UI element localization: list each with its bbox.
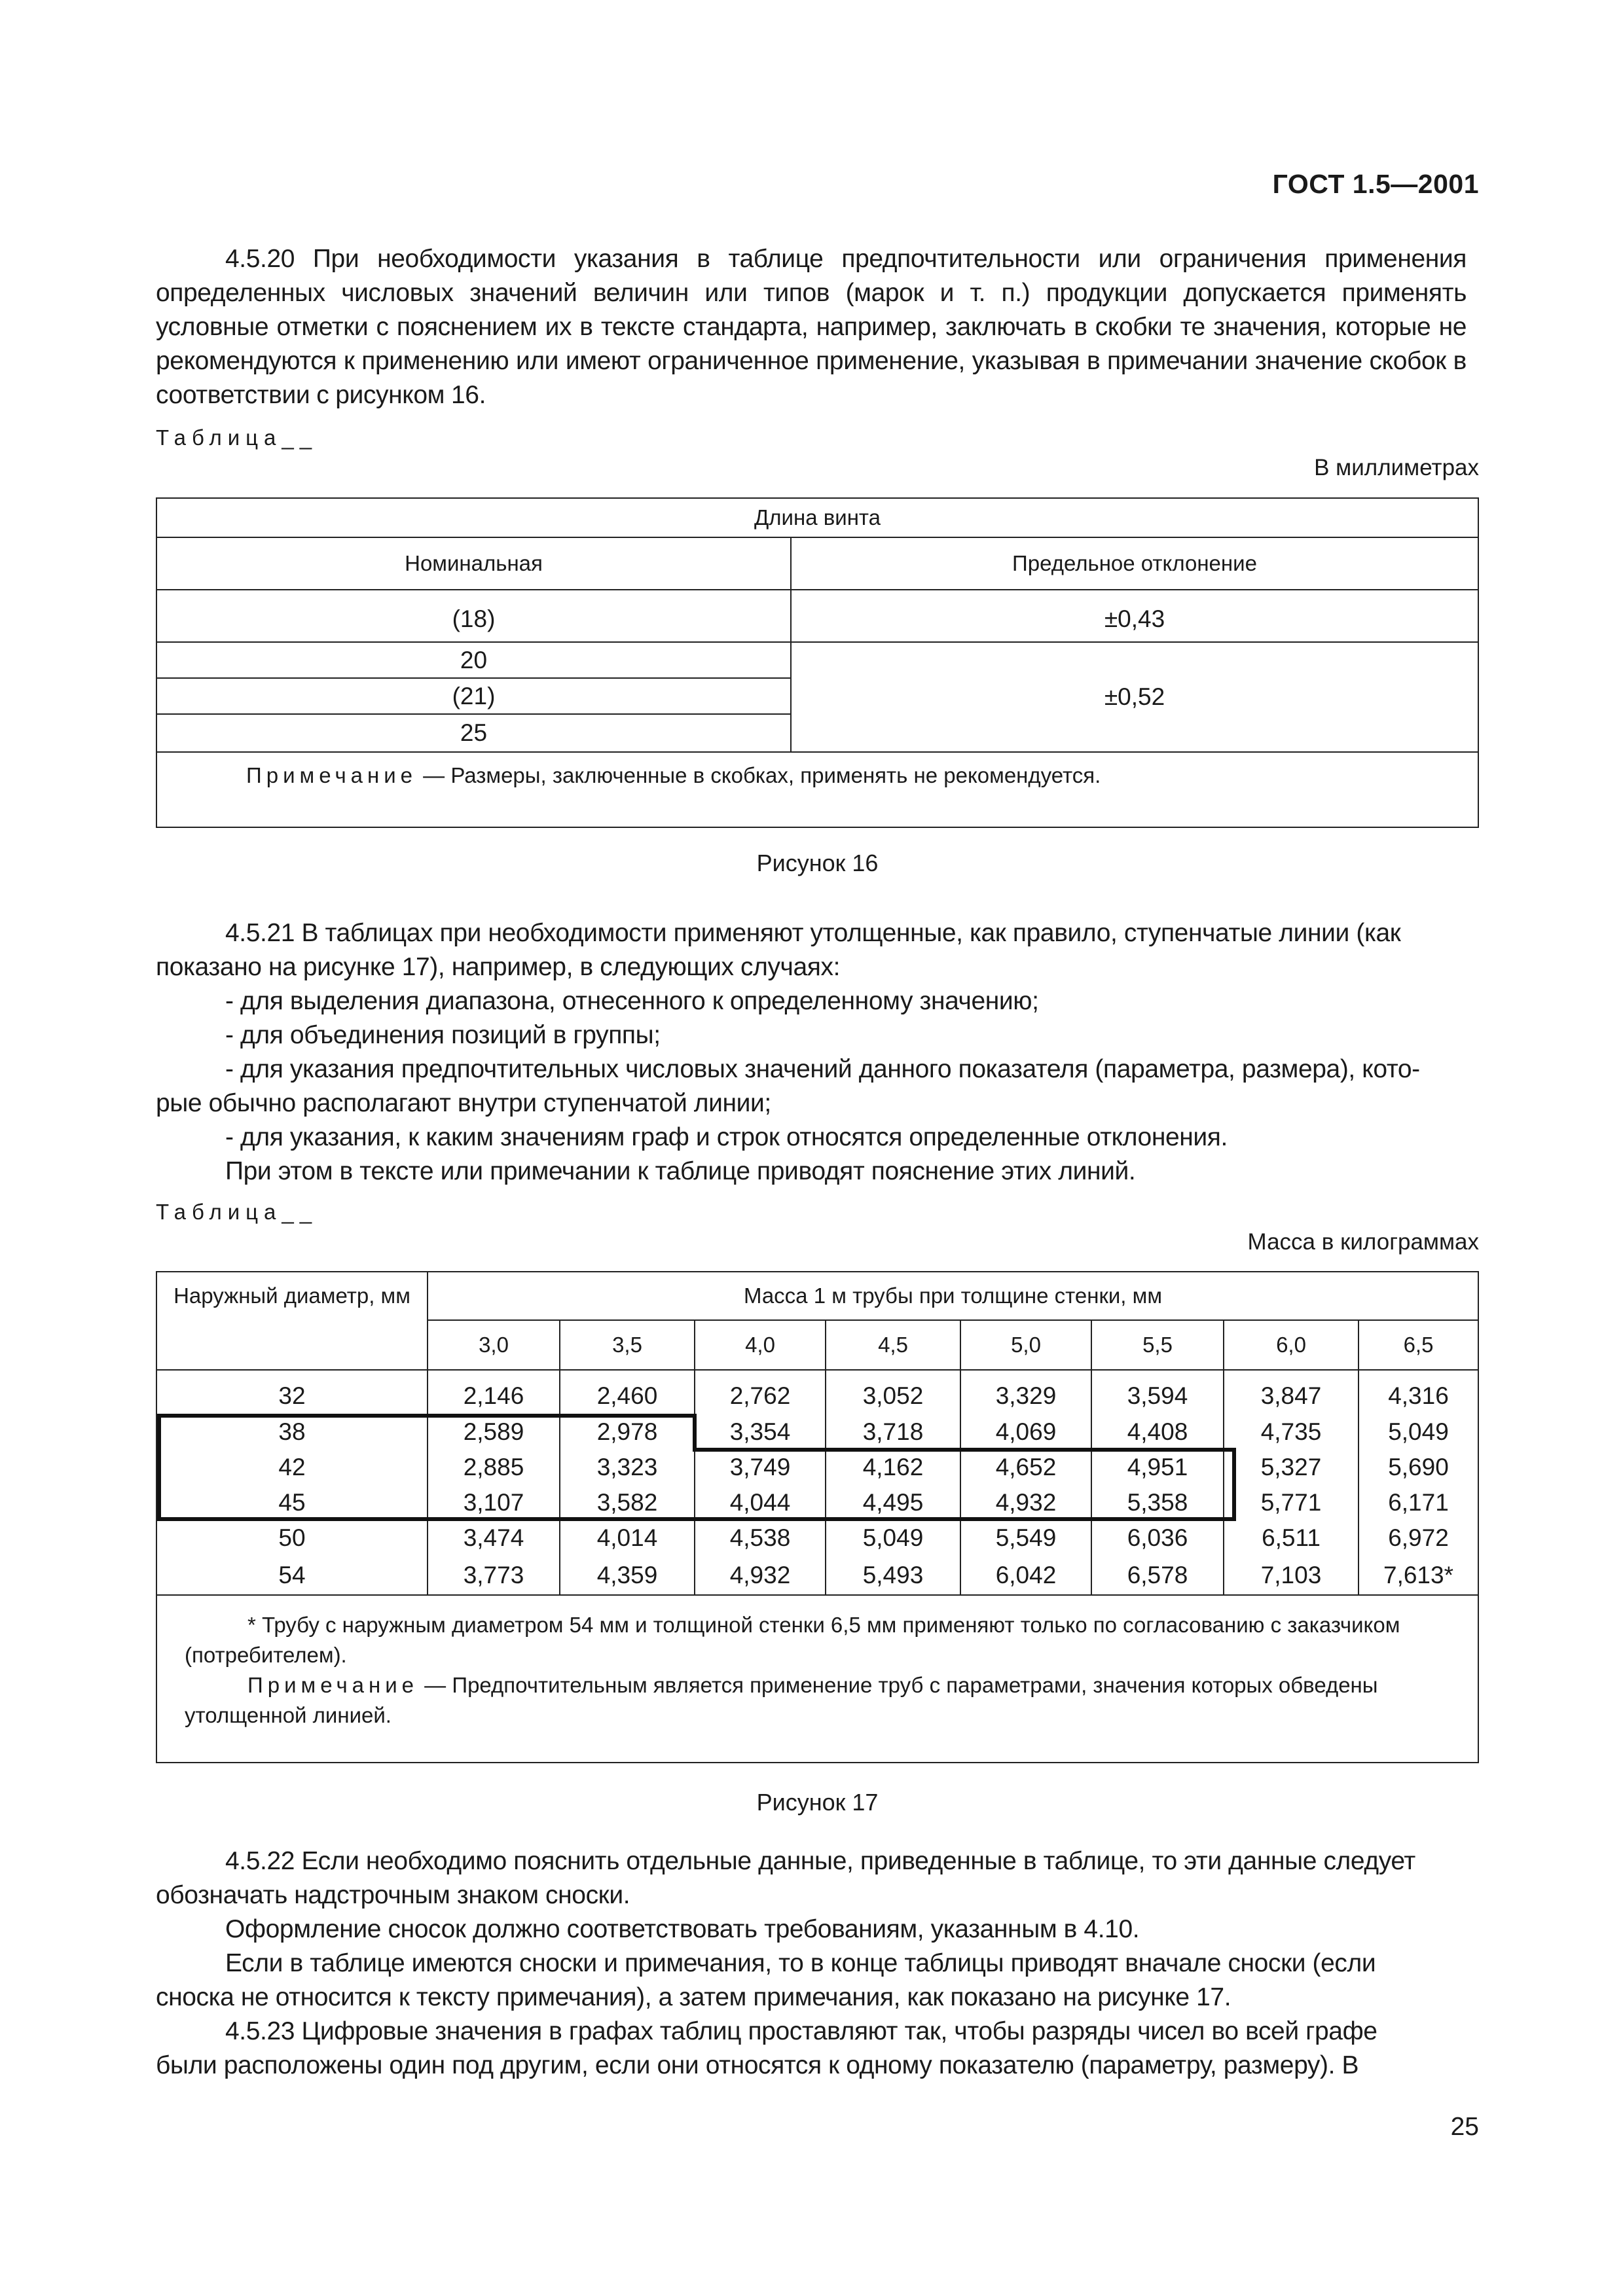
thick-boundary — [157, 1517, 1236, 1521]
thickness-header: 3,0 — [428, 1320, 560, 1370]
column-header-tolerance: Предельное отклонение — [791, 537, 1478, 590]
mass-cell: 5,690 — [1359, 1450, 1478, 1485]
mass-cell: 2,885 — [428, 1450, 560, 1485]
mass-cell: 4,951 — [1091, 1450, 1224, 1485]
mass-cell: 5,771 — [1224, 1485, 1359, 1520]
mass-cell: 2,978 — [560, 1414, 695, 1450]
mass-cell: 4,735 — [1224, 1414, 1359, 1450]
table-note — [156, 752, 1478, 827]
mass-cell: 5,049 — [1359, 1414, 1478, 1450]
thick-boundary — [1232, 1448, 1236, 1521]
mass-cell: 3,773 — [428, 1556, 560, 1595]
mass-cell: 3,474 — [428, 1520, 560, 1556]
mass-cell: 4,316 — [1359, 1378, 1478, 1414]
mass-cell: 7,103 — [1224, 1556, 1359, 1595]
units-label: В миллиметрах — [1314, 455, 1479, 480]
mass-cell: 6,972 — [1359, 1520, 1478, 1556]
mass-cell: 4,932 — [695, 1556, 826, 1595]
thickness-header: 5,5 — [1091, 1320, 1224, 1370]
paragraph-line: 4.5.21 В таблицах при необходимости применяют утолщенные, как правило, ступенчатые линии (как — [225, 919, 1401, 947]
mass-cell: 4,044 — [695, 1485, 826, 1520]
thickness-header: 4,0 — [695, 1320, 826, 1370]
mass-cell: 2,146 — [428, 1378, 560, 1414]
tolerance-cell: ±0,52 — [791, 642, 1478, 752]
paragraph-line: 4.5.22 Если необходимо пояснить отдельные данные, приведенные в таблице, то эти данные следует — [225, 1847, 1415, 1875]
list-item: - для указания, к каким значениям граф и строк относятся определенные отклонения. — [225, 1123, 1228, 1151]
figure-caption: Рисунок 17 — [756, 1789, 879, 1816]
tolerance-cell: ±0,43 — [791, 596, 1478, 642]
table-row — [156, 1485, 1478, 1520]
thickness-header: 6,5 — [1359, 1320, 1478, 1370]
diameter-cell: 38 — [156, 1414, 428, 1450]
mass-cell: 6,578 — [1091, 1556, 1224, 1595]
mass-cell: 4,932 — [960, 1485, 1091, 1520]
note-word: Примечание — [246, 763, 418, 787]
figure-16-table — [156, 497, 1479, 828]
mass-cell: 6,511 — [1224, 1520, 1359, 1556]
list-item: рые обычно располагают внутри ступенчатой линии; — [156, 1089, 771, 1117]
mass-cell: 6,036 — [1091, 1520, 1224, 1556]
mass-cell: 4,069 — [960, 1414, 1091, 1450]
table-row — [156, 1450, 1478, 1485]
mass-cell: 5,049 — [826, 1520, 960, 1556]
mass-cell: 3,594 — [1091, 1378, 1224, 1414]
paragraph-line: показано на рисунке 17), например, в следующих случаях: — [156, 953, 841, 981]
mass-cell: 3,107 — [428, 1485, 560, 1520]
table-row — [156, 1414, 1478, 1450]
spacer-cell — [1224, 1370, 1359, 1378]
mass-cell: 4,538 — [695, 1520, 826, 1556]
spacer-cell — [826, 1370, 960, 1378]
paragraph-line: При этом в тексте или примечании к таблице приводят пояснение этих линий. — [225, 1157, 1136, 1185]
mass-cell: 3,052 — [826, 1378, 960, 1414]
mass-cell: 6,171 — [1359, 1485, 1478, 1520]
thick-boundary — [693, 1414, 697, 1450]
thickness-header: 6,0 — [1224, 1320, 1359, 1370]
spacer-cell — [428, 1370, 560, 1378]
note-text: — Размеры, заключенные в скобках, применять не рекомендуется. — [417, 763, 1101, 787]
paragraph-line: сноска не относится к тексту примечания), а затем примечания, как показано на рисунке 17. — [156, 1983, 1231, 2011]
spacer-cell — [695, 1370, 826, 1378]
mass-cell: 6,042 — [960, 1556, 1091, 1595]
mass-cell: 3,354 — [695, 1414, 826, 1450]
paragraph-line: 4.5.23 Цифровые значения в графах таблиц проставляют так, чтобы разряды чисел во всей графе — [225, 2017, 1377, 2045]
mass-cell: 7,613* — [1359, 1556, 1478, 1595]
paragraph-line: Оформление сносок должно соответствовать требованиям, указанным в 4.10. — [225, 1915, 1140, 1943]
nominal-cell: (21) — [156, 678, 791, 714]
list-item: - для указания предпочтительных числовых значений данного показателя (параметра, размера), кото- — [225, 1055, 1420, 1083]
thick-boundary — [157, 1414, 695, 1418]
mass-cell: 3,718 — [826, 1414, 960, 1450]
nominal-cell: (18) — [156, 596, 791, 642]
footnote: * Трубу с наружным диаметром 54 мм и толщиной стенки 6,5 мм применяют только по согласованию с заказчиком (потребителем). — [185, 1613, 1400, 1667]
thickness-header: 3,5 — [560, 1320, 695, 1370]
spacer-cell — [156, 590, 791, 596]
diameter-cell: 54 — [156, 1556, 428, 1595]
diameter-cell: 50 — [156, 1520, 428, 1556]
note-text: — Предпочтительным является применение труб с параметрами, значения которых обведены утолщенной линией. — [185, 1673, 1378, 1727]
mass-cell: 3,323 — [560, 1450, 695, 1485]
list-item: - для объединения позиций в группы; — [225, 1021, 661, 1049]
table-note — [185, 1670, 1454, 1731]
list-item: - для выделения диапазона, отнесенного к определенному значению; — [225, 987, 1039, 1015]
mass-cell: 2,460 — [560, 1378, 695, 1414]
mass-cell: 4,408 — [1091, 1414, 1224, 1450]
thick-boundary — [693, 1448, 1236, 1452]
mass-cell: 4,359 — [560, 1556, 695, 1595]
mass-cell: 5,549 — [960, 1520, 1091, 1556]
document-header: ГОСТ 1.5—2001 — [1272, 169, 1479, 199]
mass-cell: 4,495 — [826, 1485, 960, 1520]
paragraph-4-5-20: 4.5.20 При необходимости указания в таблице предпочтительности или ограничения применения определенных числовых значений величин или типов (марок и т. п.) продукции допускается применять условные отметки с пояснением их в тексте стандарта, например, заключать в скобки те значения, которые не рекомендуются к применению или имеют ограниченное применение, указывая в примечании значение скобок в соответствии с рисунком 16. — [156, 245, 1467, 409]
mass-cell: 4,652 — [960, 1450, 1091, 1485]
table-footnotes — [156, 1595, 1478, 1763]
thickness-header: 5,0 — [960, 1320, 1091, 1370]
column-header-nominal: Номинальная — [156, 537, 791, 590]
diameter-cell: 45 — [156, 1485, 428, 1520]
table-label: Таблица__ — [156, 425, 318, 450]
mass-cell: 2,589 — [428, 1414, 560, 1450]
group-header: Масса 1 м трубы при толщине стенки, мм — [428, 1272, 1478, 1320]
table-row — [156, 1556, 1478, 1595]
mass-cell: 3,582 — [560, 1485, 695, 1520]
diameter-cell: 42 — [156, 1450, 428, 1485]
mass-cell: 5,358 — [1091, 1485, 1224, 1520]
column-header-diameter: Наружный диаметр, мм — [156, 1272, 428, 1370]
mass-cell: 3,329 — [960, 1378, 1091, 1414]
nominal-cell: 20 — [156, 642, 791, 678]
mass-cell: 5,327 — [1224, 1450, 1359, 1485]
spacer-cell — [560, 1370, 695, 1378]
paragraph-line: были расположены один под другим, если они относятся к одному показателю (параметру, размеру). В — [156, 2051, 1359, 2079]
spacer-cell — [1091, 1370, 1224, 1378]
thickness-header: 4,5 — [826, 1320, 960, 1370]
spacer-cell — [156, 1370, 428, 1378]
mass-cell: 4,162 — [826, 1450, 960, 1485]
table-row — [156, 1378, 1478, 1414]
spacer-cell — [960, 1370, 1091, 1378]
figure-caption: Рисунок 16 — [756, 850, 879, 876]
spacer-cell — [1359, 1370, 1478, 1378]
table-row — [156, 1520, 1478, 1556]
mass-cell: 2,762 — [695, 1378, 826, 1414]
thick-boundary — [157, 1414, 161, 1521]
mass-cell: 3,749 — [695, 1450, 826, 1485]
group-header: Длина винта — [156, 498, 1478, 537]
nominal-cell: 25 — [156, 714, 791, 752]
spacer-cell — [791, 590, 1478, 596]
table-label: Таблица__ — [156, 1200, 318, 1224]
note-word: Примечание — [247, 1673, 419, 1697]
mass-cell: 5,493 — [826, 1556, 960, 1595]
paragraph-line: Если в таблице имеются сноски и примечания, то в конце таблицы приводят вначале сноски (если — [225, 1949, 1376, 1977]
paragraph-line: обозначать надстрочным знаком сноски. — [156, 1881, 630, 1909]
diameter-cell: 32 — [156, 1378, 428, 1414]
units-label: Масса в килограммах — [1247, 1229, 1479, 1255]
page-number: 25 — [1450, 2113, 1479, 2141]
mass-cell: 4,014 — [560, 1520, 695, 1556]
mass-cell: 3,847 — [1224, 1378, 1359, 1414]
